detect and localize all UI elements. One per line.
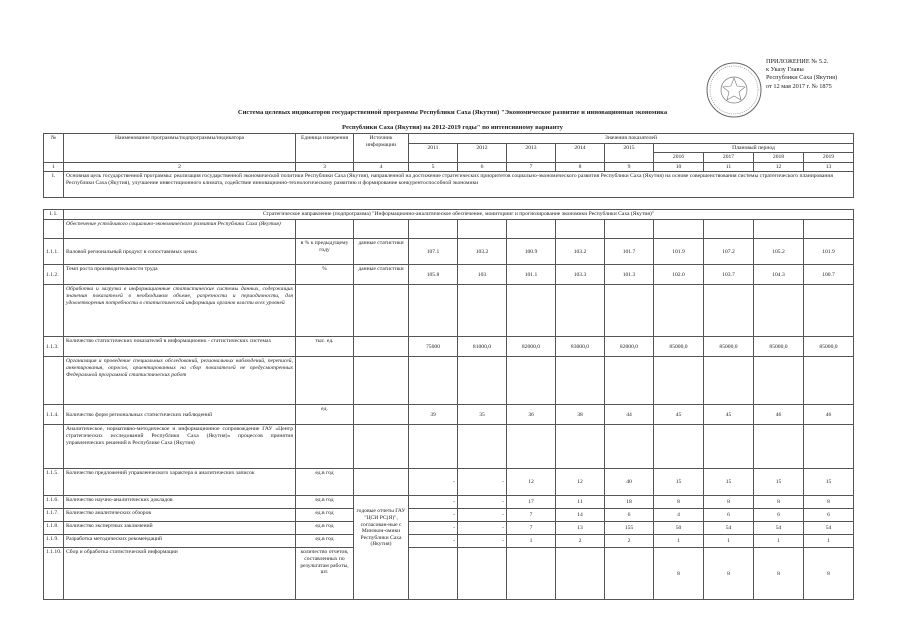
indicator-value: 103.2 bbox=[556, 239, 605, 265]
table-row bbox=[44, 265, 854, 285]
indicator-value: 105.8 bbox=[409, 265, 458, 285]
header-year: 2015 bbox=[605, 143, 654, 162]
annex-line: от 12 мая 2017 г. № 1875 bbox=[766, 82, 832, 90]
indicator-name: Количество статистических показателей в информационно - статистических системах bbox=[64, 337, 296, 357]
indicator-value: 8 bbox=[754, 548, 804, 600]
indicator-unit: ед.в год bbox=[296, 522, 354, 535]
indicator-value bbox=[605, 548, 654, 600]
indicator-value: 102.0 bbox=[654, 265, 704, 285]
indicator-value: 104.3 bbox=[754, 265, 804, 285]
indicator-value: 2 bbox=[556, 535, 605, 548]
indicator-value: 75000 bbox=[409, 337, 458, 357]
column-number: 6 bbox=[458, 162, 507, 172]
indicator-value: 6 bbox=[804, 509, 854, 522]
indicator-value: 100.7 bbox=[804, 265, 854, 285]
strategic-direction: Стратегическое направление (подпрограмма) "Информационно-аналитическое обеспечение, мониторинг и прогнозирование экономики Республики Саха (Якутия)" bbox=[64, 210, 854, 220]
indicator-source-group: годовые отчеты ГАУ "ЦСИ РС(Я)", согласован-ные с Минэкон-омики Республики Саха (Якутия) bbox=[354, 496, 409, 600]
indicator-value bbox=[409, 548, 458, 600]
indicator-value: 44 bbox=[605, 405, 654, 425]
row-num: I. bbox=[44, 172, 64, 198]
indicator-value: 13 bbox=[556, 522, 605, 535]
indicator-value: 46 bbox=[804, 405, 854, 425]
indicator-value: 85000,0 bbox=[704, 337, 754, 357]
indicator-value: 1 bbox=[804, 535, 854, 548]
indicator-value: 45 bbox=[704, 405, 754, 425]
indicator-unit: ед. bbox=[296, 405, 354, 425]
table-row bbox=[44, 425, 854, 469]
header-plan-year: 2018 bbox=[754, 153, 804, 163]
indicator-value: 81000,0 bbox=[458, 337, 507, 357]
indicator-name: Количество предложений управленческого характера и аналитических записок bbox=[64, 469, 296, 496]
indicator-value: 8 bbox=[654, 496, 704, 509]
indicator-unit: тыс. ед. bbox=[296, 337, 354, 357]
task-description: Обработка и загрузка в информационные статистические системы данных, содержащих значения показателей в необходимом объеме, разрезности и периодичности, для удовлетворения потребности в статистической информации органов власти всех уровней bbox=[64, 285, 296, 337]
indicator-value: 15 bbox=[654, 469, 704, 496]
column-number: 11 bbox=[704, 162, 754, 172]
indicator-value bbox=[556, 548, 605, 600]
row-num: 1.1.2. bbox=[44, 265, 64, 285]
indicator-value: 11 bbox=[556, 496, 605, 509]
indicator-value: 35 bbox=[458, 405, 507, 425]
header-name: Наименование программы/подпрограммы/индикатора bbox=[64, 134, 296, 163]
indicator-value: 17 bbox=[507, 496, 556, 509]
indicator-value: - bbox=[409, 496, 458, 509]
indicator-unit: ед.в год bbox=[296, 496, 354, 509]
row-num: 1.1.10. bbox=[44, 548, 64, 600]
indicator-value: 100.9 bbox=[507, 239, 556, 265]
table-row bbox=[44, 172, 854, 198]
indicator-value: 38 bbox=[556, 405, 605, 425]
indicator-unit: % bbox=[296, 265, 354, 285]
table-row bbox=[44, 210, 854, 220]
indicator-value: 82000,0 bbox=[605, 337, 654, 357]
program-goal: Основная цель государственной программы: реализация государственной экономической политики Республики Саха (Якутия), направленной на достижение стратегических приоритетов социально-экономического развития Республики Саха (Якутия) на основе совершенствования системы стратегического планирования Республики Саха (Якутия), улучшение инвестиционного климата, содействие инновационно-технологическому развитию и формирование конкурентоспособной экономики bbox=[64, 172, 854, 198]
indicator-value: - bbox=[458, 535, 507, 548]
indicator-value: 18 bbox=[605, 496, 654, 509]
header-plan: Плановый период bbox=[654, 143, 854, 153]
column-number: 2 bbox=[64, 162, 296, 172]
indicator-value: 45 bbox=[654, 405, 704, 425]
indicator-value: 1 bbox=[507, 535, 556, 548]
column-number: 8 bbox=[556, 162, 605, 172]
table-row bbox=[44, 535, 854, 548]
indicator-source: данные статистики bbox=[354, 265, 409, 285]
indicator-name: Количество экспертных заключений bbox=[64, 522, 296, 535]
indicator-unit: количество отчетов, составленных по результатам работы, шт. bbox=[296, 548, 354, 600]
indicator-name: Темп роста производительности труда bbox=[64, 265, 296, 285]
indicator-value: 6 bbox=[754, 509, 804, 522]
table-row bbox=[44, 337, 854, 357]
task-description: Обеспечение устойчивого социально-экономического развития Республики Саха (Якутия) bbox=[64, 220, 296, 239]
indicator-value: 155 bbox=[605, 522, 654, 535]
indicator-value: 12 bbox=[507, 469, 556, 496]
row-num: 1.1.9. bbox=[44, 535, 64, 548]
indicator-value: 46 bbox=[754, 405, 804, 425]
indicator-value: - bbox=[458, 469, 507, 496]
row-num: 1.1.3. bbox=[44, 337, 64, 357]
indicator-value: 105.2 bbox=[754, 239, 804, 265]
column-number: 7 bbox=[507, 162, 556, 172]
indicator-value: 8 bbox=[804, 548, 854, 600]
indicator-unit: в % к предыдущему году bbox=[296, 239, 354, 265]
indicator-value bbox=[507, 548, 556, 600]
indicator-value: 101.9 bbox=[654, 239, 704, 265]
indicator-value: 8 bbox=[704, 548, 754, 600]
header-plan-year: 2017 bbox=[704, 153, 754, 163]
column-number: 4 bbox=[354, 162, 409, 172]
column-number: 3 bbox=[296, 162, 354, 172]
table-row bbox=[44, 548, 854, 600]
indicator-name: Количество форм региональных статистических наблюдений bbox=[64, 405, 296, 425]
header-unit: Единица измерения bbox=[296, 134, 354, 163]
indicator-unit: ед.в год bbox=[296, 469, 354, 496]
indicator-value: 6 bbox=[704, 509, 754, 522]
indicator-value: - bbox=[409, 469, 458, 496]
table-row bbox=[44, 522, 854, 535]
column-number: 10 bbox=[654, 162, 704, 172]
indicator-value: - bbox=[458, 509, 507, 522]
header-num: № bbox=[44, 134, 64, 163]
indicator-value: 101.1 bbox=[507, 265, 556, 285]
table-row bbox=[44, 405, 854, 425]
document-title-line2: Республики Саха (Якутия) на 2012-2019 годы" по интенсивному варианту bbox=[342, 124, 563, 131]
task-description: Организация и проведение специальных обследований, региональных наблюдений, переписей, анкетирования, опросов, ориентированных на сбор показателей не предусмотренных Федеральной программой статистических работ bbox=[64, 357, 296, 405]
header-year: 2014 bbox=[556, 143, 605, 162]
indicator-value: 12 bbox=[556, 469, 605, 496]
indicator-value: 8 bbox=[704, 496, 754, 509]
indicator-value: - bbox=[458, 496, 507, 509]
indicator-value: 54 bbox=[754, 522, 804, 535]
table-row bbox=[44, 509, 854, 522]
column-number: 13 bbox=[804, 162, 854, 172]
document-title-line1: Система целевых индикаторов государственной программы Республики Саха (Якутия) "Экономическое развитие и инновационная экономика bbox=[237, 109, 668, 116]
indicator-value: 15 bbox=[754, 469, 804, 496]
column-number: 1 bbox=[44, 162, 64, 172]
table-row bbox=[44, 239, 854, 265]
indicator-unit: ед.в год bbox=[296, 535, 354, 548]
table-row bbox=[44, 285, 854, 337]
indicator-value: 101.9 bbox=[804, 239, 854, 265]
column-number: 9 bbox=[605, 162, 654, 172]
column-number: 5 bbox=[409, 162, 458, 172]
indicator-value: 4 bbox=[654, 509, 704, 522]
table-row bbox=[44, 496, 854, 509]
indicator-value: - bbox=[409, 522, 458, 535]
row-num: 1.1.4. bbox=[44, 405, 64, 425]
indicator-value: 82000,0 bbox=[507, 337, 556, 357]
indicator-value: 39 bbox=[409, 405, 458, 425]
header-values: Значения показателей bbox=[409, 134, 854, 144]
indicator-value: 7 bbox=[507, 522, 556, 535]
annex-line: Республики Саха (Якутия) bbox=[766, 74, 838, 82]
indicator-value: 8 bbox=[804, 496, 854, 509]
column-number: 12 bbox=[754, 162, 804, 172]
row-num: 1.1.7. bbox=[44, 509, 64, 522]
indicator-value: 1 bbox=[654, 535, 704, 548]
indicator-value: - bbox=[458, 522, 507, 535]
indicator-value: 107.2 bbox=[704, 239, 754, 265]
indicator-name: Количество научно-аналитических докладов bbox=[64, 496, 296, 509]
indicator-value: 7 bbox=[507, 509, 556, 522]
indicator-value: 103.2 bbox=[458, 239, 507, 265]
indicator-value: 103.3 bbox=[556, 265, 605, 285]
indicator-value: 54 bbox=[804, 522, 854, 535]
indicator-value: 85000,0 bbox=[654, 337, 704, 357]
indicator-value: - bbox=[409, 535, 458, 548]
table-row bbox=[44, 220, 854, 239]
row-num: 1.1. bbox=[44, 210, 64, 220]
indicator-value: 15 bbox=[704, 469, 754, 496]
table-row bbox=[44, 469, 854, 496]
indicator-value: 101.7 bbox=[605, 239, 654, 265]
indicator-value: 15 bbox=[804, 469, 854, 496]
indicator-name: Разработка методических рекомендаций bbox=[64, 535, 296, 548]
indicator-value: 8 bbox=[654, 548, 704, 600]
indicator-value: 1 bbox=[704, 535, 754, 548]
indicator-value: 83000,0 bbox=[556, 337, 605, 357]
indicator-value: 1 bbox=[754, 535, 804, 548]
indicator-value: - bbox=[409, 509, 458, 522]
annex-header bbox=[766, 58, 898, 91]
row-num: 1.1.5. bbox=[44, 469, 64, 496]
indicator-value: 103 bbox=[458, 265, 507, 285]
indicator-unit: ед.в год bbox=[296, 509, 354, 522]
header-year: 2013 bbox=[507, 143, 556, 162]
header-plan-year: 2016 bbox=[654, 153, 704, 163]
indicator-value: 85000,0 bbox=[804, 337, 854, 357]
indicator-value: 8 bbox=[754, 496, 804, 509]
task-description: Аналитическое, нормативно-методическое и информационное сопровождение ГАУ «Центр стратегических исследований Республики Саха (Якутия)» процессов принятия управленческих решений в Республике Саха (Якутия) bbox=[64, 425, 296, 469]
indicator-value: 107.1 bbox=[409, 239, 458, 265]
row-num: 1.1.1. bbox=[44, 239, 64, 265]
indicator-name: Сбор и обработка статистической информации bbox=[64, 548, 296, 600]
table-row bbox=[44, 357, 854, 405]
indicator-value bbox=[458, 548, 507, 600]
indicator-value: 40 bbox=[605, 469, 654, 496]
indicator-value: 50 bbox=[654, 522, 704, 535]
row-num: 1.1.6. bbox=[44, 496, 64, 509]
indicator-source: данные статистики bbox=[354, 239, 409, 265]
header-year: 2012 bbox=[458, 143, 507, 162]
annex-line: к Указу Главы bbox=[766, 66, 804, 74]
annex-line: ПРИЛОЖЕНИЕ № 5.2. bbox=[766, 58, 829, 65]
indicator-value: 2 bbox=[605, 535, 654, 548]
header-plan-year: 2019 bbox=[804, 153, 854, 163]
indicator-value: 103.7 bbox=[704, 265, 754, 285]
header-year: 2011 bbox=[409, 143, 458, 162]
indicator-value: 101.3 bbox=[605, 265, 654, 285]
header-source: Источник информации bbox=[354, 134, 409, 163]
indicator-value: 36 bbox=[507, 405, 556, 425]
indicators-table bbox=[43, 133, 854, 600]
indicator-value: 85000,0 bbox=[754, 337, 804, 357]
row-num: 1.1.8. bbox=[44, 522, 64, 535]
indicator-value: 14 bbox=[556, 509, 605, 522]
indicator-value: 6 bbox=[605, 509, 654, 522]
indicator-value: 54 bbox=[704, 522, 754, 535]
indicator-name: Валовой региональный продукт в сопоставимых ценах bbox=[64, 239, 296, 265]
indicator-name: Количество аналитических обзоров bbox=[64, 509, 296, 522]
